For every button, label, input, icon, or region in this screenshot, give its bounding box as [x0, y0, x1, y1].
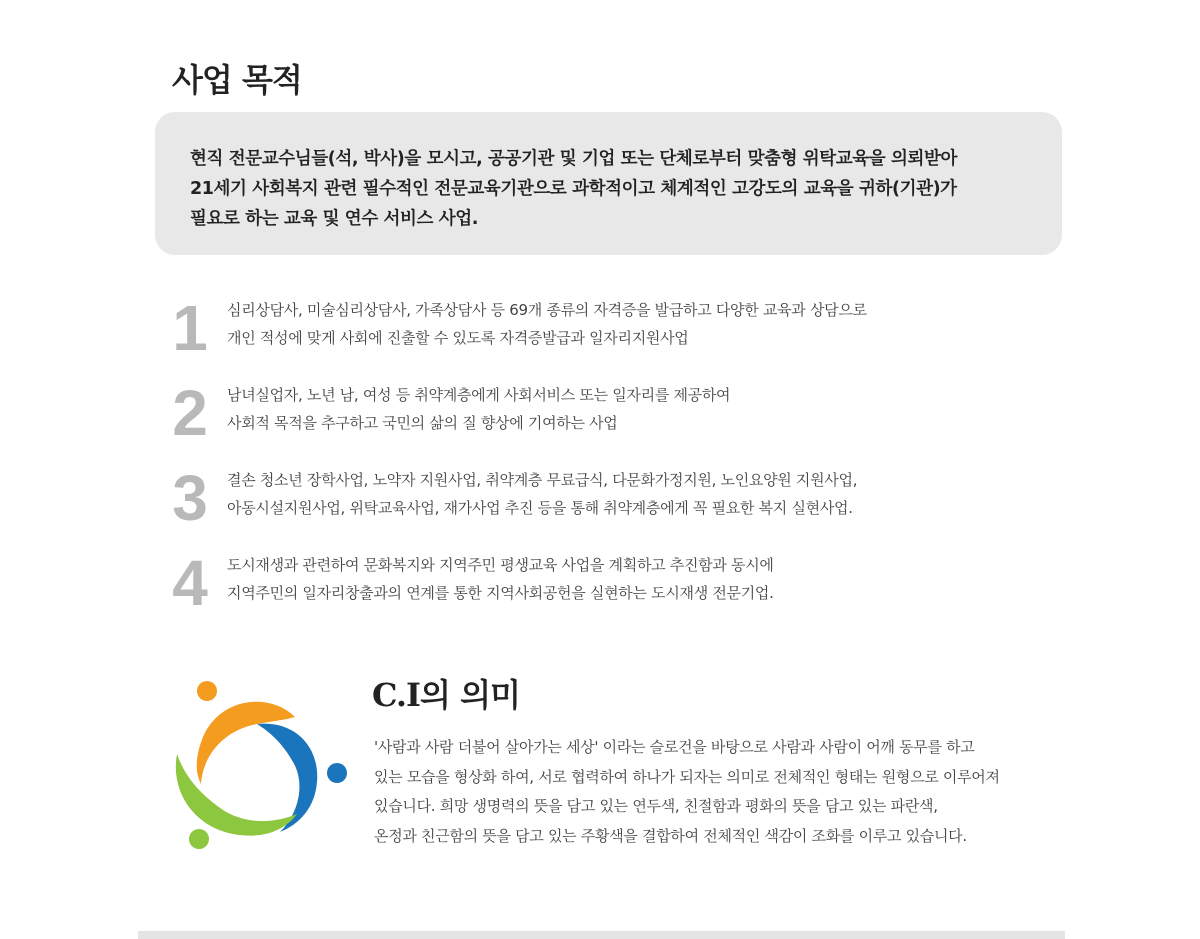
business-item-4 — [170, 547, 1070, 621]
purpose-summary-box — [155, 112, 1062, 255]
business-item-text: 심리상담사, 미술심리상담사, 가족상담사 등 69개 종류의 자격증을 발급하고 다양한 교육과 상담으로 개인 적성에 맞게 사회에 진출할 수 있도록 자격증발급과 일자리지원사업 — [227, 301, 867, 347]
business-item-number: 2 — [172, 377, 208, 449]
logo-orange-head — [197, 681, 217, 701]
business-item-text: 남녀실업자, 노년 남, 여성 등 취약계층에게 사회서비스 또는 일자리를 제공하여 사회적 목적을 추구하고 국민의 삶의 질 향상에 기여하는 사업 — [227, 386, 731, 432]
bottom-divider — [138, 931, 1065, 939]
ci-logo — [165, 672, 355, 857]
ci-description: '사람과 사람 더불어 살아가는 세상' 이라는 슬로건을 바탕으로 사람과 사람이 어깨 동무를 하고 있는 모습을 형상화 하여, 서로 협력하여 하나가 되자는 의미로 전체적인 형태는 원형으로 이루어져 있습니다. 희망 생명력의 뜻을 담고 있는 연두색, 친절함과 평화의 뜻을 담고 있는 파란색, 온정과 친근함의 뜻을 담고 있는 주황색을 결합하여 전체적인 색감이 조화를 이루고 있습니다. — [374, 738, 1000, 845]
three-people-circle-logo-icon — [165, 672, 355, 857]
logo-green-arm — [176, 754, 297, 836]
logo-blue-arm — [257, 724, 317, 832]
purpose-summary-text: 현직 전문교수님들(석, 박사)을 모시고, 공공기관 및 기업 또는 단체로부터 맞춤형 위탁교육을 의뢰받아 21세기 사회복지 관련 필수적인 전문교육기관으로 과학적이고 체계적인 고강도의 교육을 귀하(기관)가 필요로 하는 교육 및 연수 서비스 사업. — [190, 149, 958, 229]
business-item-text: 결손 청소년 장학사업, 노약자 지원사업, 취약계층 무료급식, 다문화가정지원, 노인요양원 지원사업, 아동시설지원사업, 위탁교육사업, 재가사업 추진 등을 통해 취약계층에게 꼭 필요한 복지 실현사업. — [227, 471, 858, 517]
business-item-text: 도시재생과 관련하여 문화복지와 지역주민 평생교육 사업을 계획하고 추진함과 동시에 지역주민의 일자리창출과의 연계를 통한 지역사회공헌을 실현하는 도시재생 전문기업. — [227, 556, 774, 602]
business-item-number: 4 — [172, 547, 208, 619]
business-item-number: 3 — [172, 462, 208, 534]
business-item-number: 1 — [172, 292, 208, 364]
business-item-3 — [170, 462, 1070, 536]
business-item-1 — [170, 292, 1070, 366]
logo-green-head — [189, 829, 209, 849]
ci-title: C.I의 의미 — [372, 676, 520, 714]
logo-blue-head — [327, 763, 347, 783]
business-item-2 — [170, 377, 1070, 451]
purpose-title: 사업 목적 — [172, 61, 302, 99]
